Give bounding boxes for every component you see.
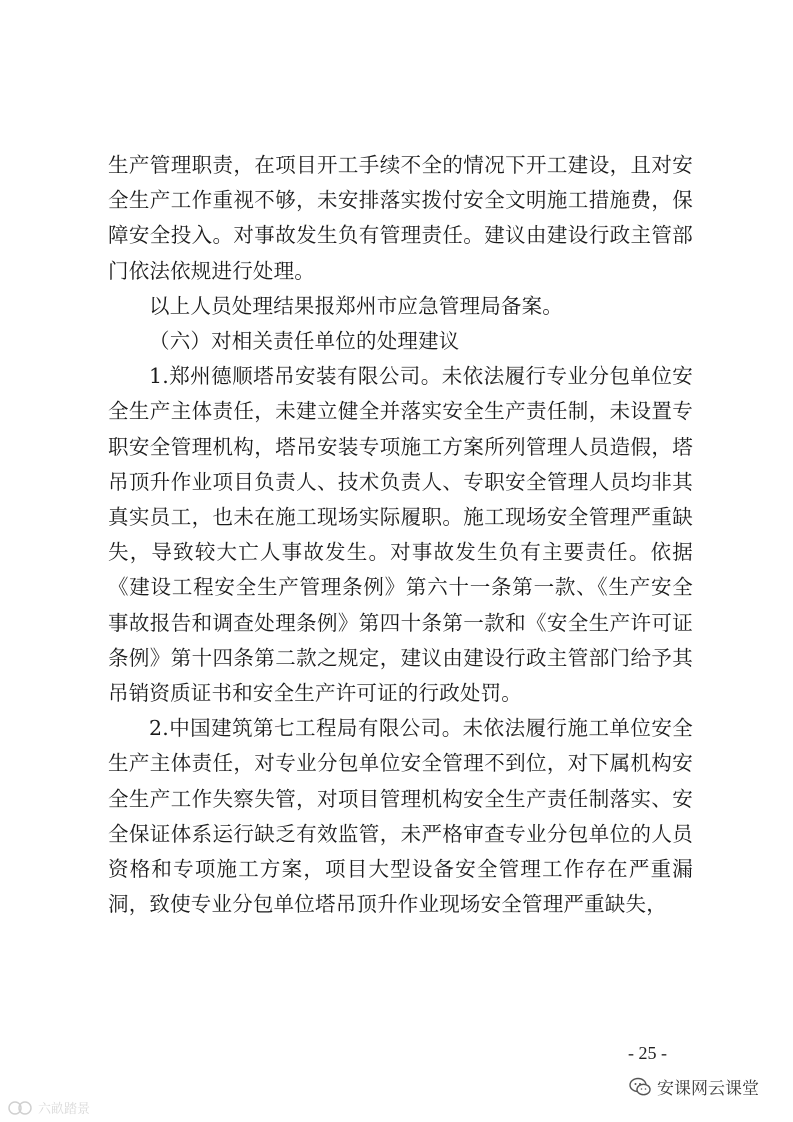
watermark-wechat-label: 安课网云课堂 <box>657 1079 759 1099</box>
paragraph-2: 以上人员处理结果报郑州市应急管理局备案。 <box>149 293 563 318</box>
page-number: - 25 - <box>628 1043 667 1063</box>
watermark-wechat <box>629 1074 759 1099</box>
watermark-corner-label: 六畝踏景 <box>38 1102 91 1117</box>
paragraph-1: 生产管理职责，在项目开工手续不全的情况下开工建设，且对安全生产工作重视不够，未安排落实拨付安全文明施工措施费，保障安全投入。对事故发生负有管理责任。建议由建设行政主管部门依法依规进行处理。 <box>108 153 693 283</box>
logo-icon <box>8 1100 34 1116</box>
paragraph-item-1: 1.郑州德顺塔吊安装有限公司。未依法履行专业分包单位安全生产主体责任，未建立健全并落实安全生产责任制，未设置专职安全管理机构，塔吊安装专项施工方案所列管理人员造假，塔吊顶升作业项目负责人、技术负责人、专职安全管理人员均非其真实员工，也未在施工现场实际履职。施工现场安全管理严重缺失，导致较大亡人事故发生。对事故发生负有主要责任。依据《建设工程安全生产管理条例》第六十一条第一款、《生产安全事故报告和调查处理条例》第四十条第一款和《安全生产许可证条例》第十四条第二款之规定，建议由建设行政主管部门给予其吊销资质证书和安全生产许可证的行政处罚。 <box>108 364 693 706</box>
watermark-corner <box>8 1098 90 1117</box>
wechat-icon <box>629 1077 651 1097</box>
section-heading: （六）对相关责任单位的处理建议 <box>149 329 460 354</box>
paragraph-item-2: 2.中国建筑第七工程局有限公司。未依法履行施工单位安全生产主体责任，对专业分包单位安全管理不到位，对下属机构安全生产工作失察失管，对项目管理机构安全生产责任制落实、安全保证体系运行缺乏有效监管，未严格审查专业分包单位的人员资格和专项施工方案，项目大型设备安全管理工作存在严重漏洞，致使专业分包单位塔吊顶升作业现场安全管理严重缺失， <box>108 716 693 917</box>
body-text <box>108 148 693 922</box>
